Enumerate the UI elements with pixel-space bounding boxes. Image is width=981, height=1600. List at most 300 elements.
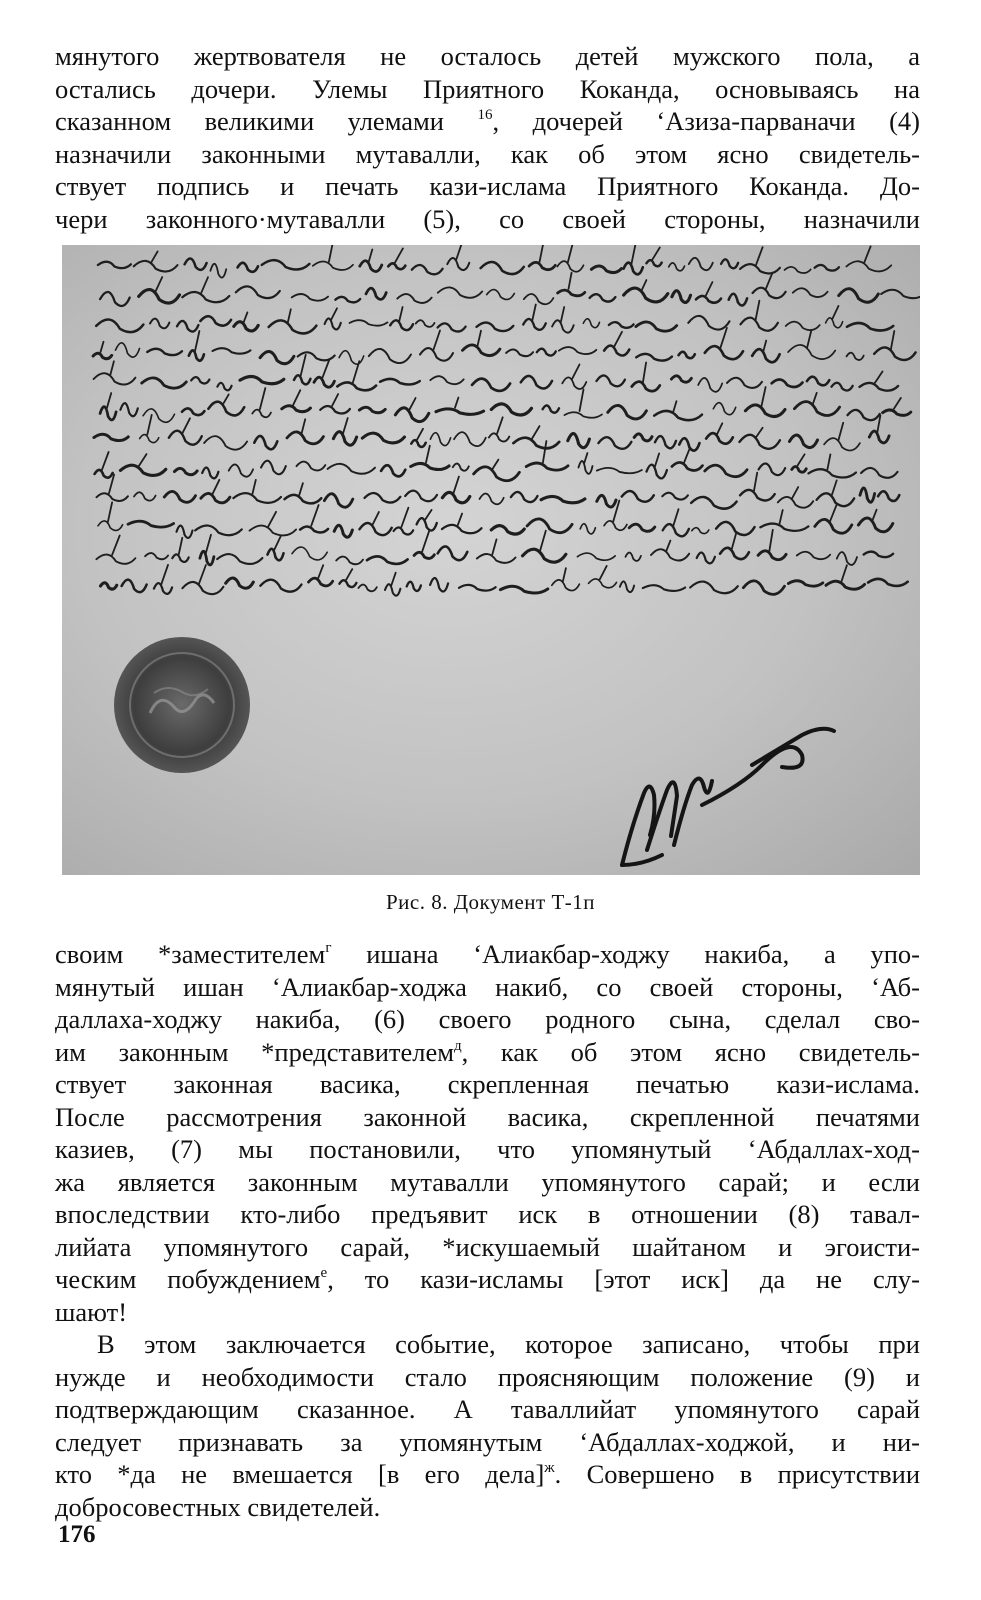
script-stroke xyxy=(179,538,183,554)
text-line: нужде и необходимости стало проясняющим положение (9) и xyxy=(55,1361,920,1392)
script-stroke xyxy=(391,573,396,586)
script-stroke xyxy=(794,402,839,416)
script-stroke xyxy=(604,346,629,356)
text-fragment: сказанном великими улемами xyxy=(55,106,478,136)
text-fragment: , то кази-исламы [этот иск] да не слу- xyxy=(327,1264,921,1294)
script-stroke xyxy=(98,262,131,268)
script-stroke xyxy=(572,365,580,380)
script-stroke xyxy=(268,512,276,527)
script-stroke xyxy=(580,389,584,411)
script-stroke xyxy=(362,433,404,443)
script-stroke xyxy=(527,519,572,533)
script-stroke xyxy=(523,319,546,330)
script-stroke xyxy=(763,341,766,352)
script-stroke xyxy=(706,433,733,444)
script-stroke xyxy=(537,349,556,356)
script-stroke xyxy=(874,347,915,360)
script-stroke xyxy=(878,491,899,501)
script-stroke xyxy=(788,581,822,586)
script-stroke xyxy=(653,248,660,260)
script-stroke xyxy=(210,264,226,278)
script-stroke xyxy=(647,465,667,479)
script-stroke xyxy=(337,382,376,390)
script-stroke xyxy=(97,493,128,501)
script-stroke xyxy=(861,468,897,478)
script-stroke xyxy=(826,318,843,328)
script-stroke xyxy=(244,312,248,322)
page-number: 176 xyxy=(58,1521,96,1548)
script-stroke xyxy=(414,552,434,558)
script-stroke xyxy=(489,433,509,441)
script-stroke xyxy=(552,320,574,332)
script-stroke xyxy=(201,277,208,293)
script-stroke xyxy=(200,316,231,325)
script-stroke xyxy=(182,292,229,302)
text-fragment: , как об этом ясно свидетель- xyxy=(461,1036,920,1067)
script-stroke xyxy=(891,331,895,350)
script-stroke xyxy=(732,533,737,549)
script-stroke xyxy=(164,491,195,502)
script-stroke xyxy=(297,462,326,471)
script-stroke xyxy=(626,553,641,561)
script-stroke xyxy=(786,322,820,331)
script-stroke xyxy=(720,328,727,349)
script-stroke xyxy=(381,465,405,476)
script-stroke xyxy=(631,245,635,265)
script-stroke xyxy=(260,388,266,409)
script-stroke xyxy=(721,259,738,268)
script-stroke xyxy=(151,251,157,262)
script-stroke xyxy=(177,321,198,332)
script-stroke xyxy=(827,454,830,469)
script-stroke xyxy=(409,398,416,411)
script-stroke xyxy=(433,331,440,351)
script-stroke xyxy=(120,465,165,475)
script-stroke xyxy=(380,379,420,384)
script-stroke xyxy=(651,549,689,560)
script-stroke xyxy=(614,332,622,347)
text-line: ствует подпись и печать кази-ислама Приятного Коканда. До- xyxy=(55,171,920,201)
script-stroke xyxy=(447,258,469,270)
script-stroke xyxy=(195,331,200,352)
script-stroke xyxy=(223,394,229,404)
script-stroke xyxy=(760,524,808,531)
footnote-marker: е xyxy=(320,1265,328,1281)
script-stroke xyxy=(385,584,400,595)
script-stroke xyxy=(597,468,642,473)
text-line: остались дочери. Улемы Приятного Коканда, основываясь на xyxy=(55,73,920,104)
script-stroke xyxy=(274,536,281,551)
script-stroke xyxy=(808,469,856,477)
script-stroke xyxy=(318,565,323,578)
script-stroke xyxy=(100,407,116,420)
script-stroke xyxy=(636,322,677,331)
manuscript-image xyxy=(62,245,920,875)
script-stroke xyxy=(766,273,773,289)
script-stroke xyxy=(213,348,251,353)
script-stroke xyxy=(313,261,353,269)
script-stroke xyxy=(302,419,306,434)
script-stroke xyxy=(333,432,356,445)
script-stroke xyxy=(792,487,798,498)
script-stroke xyxy=(430,578,448,591)
script-stroke xyxy=(740,264,780,273)
script-stroke xyxy=(569,273,572,289)
script-stroke xyxy=(161,565,168,585)
script-stroke xyxy=(679,352,695,358)
script-stroke xyxy=(597,375,625,386)
script-stroke xyxy=(134,492,156,500)
footnote-marker: ж xyxy=(544,1460,555,1476)
script-stroke xyxy=(390,320,413,330)
script-stroke xyxy=(453,464,469,471)
script-stroke xyxy=(288,309,291,323)
script-stroke xyxy=(395,408,428,422)
script-stroke xyxy=(881,290,920,298)
footnote-marker: д xyxy=(453,1037,462,1054)
script-stroke xyxy=(236,286,280,298)
script-stroke xyxy=(492,460,499,470)
script-stroke xyxy=(790,435,818,448)
text-fragment: ишана ‘Алиакбар-ходжу накиба, а упо- xyxy=(331,939,920,969)
script-stroke xyxy=(543,405,559,412)
script-stroke xyxy=(689,258,713,270)
script-stroke xyxy=(268,549,284,561)
script-stroke xyxy=(438,323,466,331)
text-line: казиев, (7) мы постановили, что упомянутый ‘Абдаллах-ход- xyxy=(55,1134,920,1164)
script-stroke xyxy=(698,378,722,392)
script-stroke xyxy=(405,491,437,502)
script-stroke xyxy=(366,288,386,299)
script-stroke xyxy=(705,465,747,477)
script-stroke xyxy=(839,289,879,303)
script-stroke xyxy=(422,531,429,552)
script-stroke xyxy=(793,288,828,297)
script-stroke xyxy=(174,468,197,474)
footnote-marker: 16 xyxy=(477,107,493,123)
script-stroke xyxy=(177,526,193,538)
script-stroke xyxy=(407,582,421,591)
script-stroke xyxy=(564,412,602,417)
script-stroke xyxy=(663,524,689,536)
script-stroke xyxy=(662,493,688,500)
script-stroke xyxy=(120,403,137,416)
script-stroke xyxy=(226,578,254,588)
script-stroke xyxy=(477,323,514,332)
script-stroke xyxy=(454,432,486,446)
script-stroke xyxy=(826,581,865,589)
script-stroke xyxy=(320,406,350,413)
script-stroke xyxy=(624,288,668,302)
script-stroke xyxy=(182,418,190,434)
signature xyxy=(622,729,834,865)
script-stroke xyxy=(252,480,255,494)
script-stroke xyxy=(411,463,449,469)
text-line: мянутый ишан ‘Алиакбар-ходжа накиб, со своей стороны, ‘Аб- xyxy=(55,971,920,1002)
script-stroke xyxy=(847,353,864,360)
script-stroke xyxy=(583,319,599,328)
script-stroke xyxy=(217,554,262,564)
script-stroke xyxy=(830,504,837,523)
script-stroke xyxy=(604,521,627,530)
script-stroke xyxy=(110,361,114,375)
script-stroke xyxy=(96,555,135,564)
script-stroke xyxy=(577,553,615,560)
script-stroke xyxy=(691,497,736,509)
paragraph xyxy=(55,938,920,1328)
script-stroke xyxy=(672,462,703,470)
text-line xyxy=(55,938,920,971)
script-stroke xyxy=(360,261,382,272)
script-stroke xyxy=(116,343,140,357)
script-stroke xyxy=(817,493,855,506)
script-stroke xyxy=(848,410,880,420)
script-stroke xyxy=(145,553,168,559)
script-stroke xyxy=(729,294,747,306)
script-stroke xyxy=(122,580,147,593)
script-stroke xyxy=(858,518,892,532)
script-stroke xyxy=(529,262,555,269)
script-stroke xyxy=(329,245,333,262)
footnote-marker: г xyxy=(325,940,332,956)
script-stroke xyxy=(182,582,223,594)
script-stroke xyxy=(233,493,281,503)
script-stroke xyxy=(797,552,830,559)
script-stroke xyxy=(579,461,593,474)
script-stroke xyxy=(300,527,328,533)
script-stroke xyxy=(455,398,458,408)
script-stroke xyxy=(647,260,662,266)
script-stroke xyxy=(139,290,180,304)
script-stroke xyxy=(788,345,835,359)
script-stroke xyxy=(388,263,405,269)
script-stroke xyxy=(559,347,596,354)
script-stroke xyxy=(872,510,876,521)
script-stroke xyxy=(94,373,136,384)
script-stroke xyxy=(112,536,120,556)
script-stroke xyxy=(543,441,547,463)
script-stroke xyxy=(875,372,883,383)
figure-caption: Рис. 8. Документ Т-1п xyxy=(385,890,596,914)
script-stroke xyxy=(328,464,375,474)
paragraph xyxy=(55,1328,920,1523)
script-stroke xyxy=(590,294,616,301)
script-stroke xyxy=(563,568,566,581)
script-stroke xyxy=(208,402,244,416)
script-stroke xyxy=(672,291,691,303)
script-stroke xyxy=(706,282,713,295)
script-stroke xyxy=(580,524,595,534)
script-stroke xyxy=(339,351,364,365)
script-stroke xyxy=(815,265,839,271)
script-stroke xyxy=(426,446,430,463)
script-stroke xyxy=(201,493,230,502)
script-stroke xyxy=(838,423,843,441)
script-stroke xyxy=(332,394,338,406)
script-stroke xyxy=(293,390,300,405)
script-stroke xyxy=(420,348,453,361)
script-stroke xyxy=(346,569,352,580)
script-stroke xyxy=(254,436,277,449)
script-stroke xyxy=(745,405,785,417)
script-stroke xyxy=(641,280,646,291)
script-stroke xyxy=(497,417,503,433)
script-stroke xyxy=(785,267,811,273)
script-stroke xyxy=(139,454,147,466)
script-stroke xyxy=(350,320,388,325)
text-line: шают! xyxy=(55,1296,128,1327)
text-line xyxy=(55,1263,920,1296)
script-stroke xyxy=(436,409,484,415)
script-stroke xyxy=(756,247,763,265)
script-stroke xyxy=(864,246,870,262)
script-stroke xyxy=(430,376,463,384)
script-stroke xyxy=(314,377,334,387)
script-stroke xyxy=(360,523,392,535)
script-stroke xyxy=(589,579,617,588)
script-stroke xyxy=(654,411,702,420)
text-line: ствует законная васика, скрепленная печатью кази-ислама. xyxy=(55,1069,920,1099)
script-stroke xyxy=(260,351,294,363)
script-stroke xyxy=(597,495,616,507)
script-stroke xyxy=(155,277,162,292)
script-stroke xyxy=(369,250,373,263)
script-stroke xyxy=(202,467,218,478)
script-stroke xyxy=(622,491,654,502)
script-stroke xyxy=(792,467,806,473)
script-stroke xyxy=(474,467,520,481)
script-stroke xyxy=(492,539,496,554)
script-stroke xyxy=(846,261,891,271)
script-stroke xyxy=(309,578,333,586)
script-stroke xyxy=(195,525,242,535)
script-stroke xyxy=(568,245,573,263)
script-stroke xyxy=(506,349,533,356)
top-paragraph xyxy=(55,40,920,235)
script-stroke xyxy=(285,495,322,504)
script-stroke xyxy=(358,585,376,592)
handwritten-script xyxy=(93,245,920,596)
script-stroke xyxy=(282,406,311,412)
script-stroke xyxy=(442,525,482,533)
script-stroke xyxy=(322,360,329,378)
text-fragment: . Совершено в присутствии xyxy=(554,1459,921,1489)
script-stroke xyxy=(591,266,621,273)
script-stroke xyxy=(511,492,538,502)
script-stroke xyxy=(847,323,893,331)
script-stroke xyxy=(815,519,852,533)
script-stroke xyxy=(487,290,515,300)
text-fragment: им законным *представителем xyxy=(55,1036,454,1067)
script-stroke xyxy=(367,556,408,563)
script-stroke xyxy=(261,461,286,475)
text-fragment: ческим побуждением xyxy=(55,1264,321,1294)
script-stroke xyxy=(561,307,565,322)
script-stroke xyxy=(325,318,341,329)
script-stroke xyxy=(204,436,247,450)
script-stroke xyxy=(182,408,204,415)
script-stroke xyxy=(140,435,159,443)
script-stroke xyxy=(832,306,838,319)
script-stroke xyxy=(643,585,685,591)
script-stroke xyxy=(558,290,585,296)
script-stroke xyxy=(95,470,113,478)
script-stroke xyxy=(343,418,348,435)
script-stroke xyxy=(620,581,634,592)
text-line: чери законного·мутавалли (5), со своей стороны, назначили xyxy=(55,203,920,234)
script-stroke xyxy=(335,297,360,302)
script-stroke xyxy=(412,265,443,274)
script-stroke xyxy=(93,353,112,358)
script-stroke xyxy=(868,579,908,586)
script-stroke xyxy=(491,404,531,415)
script-stroke xyxy=(864,552,893,557)
script-stroke xyxy=(269,320,317,333)
script-stroke xyxy=(399,307,402,321)
script-stroke xyxy=(740,490,775,501)
text-fragment: , дочерей ‘Азиза-парваначи (4) xyxy=(492,106,920,136)
script-stroke xyxy=(759,463,786,475)
script-stroke xyxy=(690,582,738,594)
script-stroke xyxy=(147,415,151,435)
script-stroke xyxy=(481,262,524,274)
script-stroke xyxy=(477,331,481,347)
script-stroke xyxy=(541,496,585,502)
script-stroke xyxy=(655,454,660,468)
script-stroke xyxy=(753,288,786,298)
script-stroke xyxy=(416,320,435,327)
script-stroke xyxy=(169,431,202,445)
script-stroke xyxy=(185,259,207,270)
script-stroke xyxy=(395,248,403,262)
script-stroke xyxy=(669,263,685,271)
script-stroke xyxy=(472,379,510,391)
script-stroke xyxy=(417,518,437,530)
script-stroke xyxy=(189,350,204,360)
script-stroke xyxy=(673,401,676,411)
script-stroke xyxy=(229,464,253,476)
text-fragment: кто *да не вмешается [в его дела] xyxy=(55,1459,545,1489)
script-stroke xyxy=(521,376,552,389)
script-stroke xyxy=(772,379,803,387)
script-stroke xyxy=(761,387,765,407)
script-stroke xyxy=(365,493,401,503)
seal xyxy=(114,637,250,773)
script-stroke xyxy=(459,585,496,591)
script-stroke xyxy=(491,526,524,534)
script-stroke xyxy=(860,488,875,502)
script-stroke xyxy=(372,512,379,525)
text-line: мянутого жертвователя не осталось детей мужского пола, а xyxy=(55,41,920,71)
script-stroke xyxy=(240,376,284,383)
script-stroke xyxy=(299,483,303,495)
script-stroke xyxy=(142,378,187,388)
script-stroke xyxy=(684,449,689,462)
script-stroke xyxy=(262,260,310,269)
script-stroke xyxy=(741,318,778,331)
script-stroke xyxy=(101,342,104,352)
bottom-text xyxy=(55,938,920,1523)
script-stroke xyxy=(477,554,516,563)
script-stroke xyxy=(453,477,459,494)
script-stroke xyxy=(832,480,837,495)
script-stroke xyxy=(807,377,829,386)
script-stroke xyxy=(401,508,408,527)
script-stroke xyxy=(813,393,817,405)
script-stroke xyxy=(150,319,169,329)
script-stroke xyxy=(324,494,352,507)
script-stroke xyxy=(842,565,847,581)
